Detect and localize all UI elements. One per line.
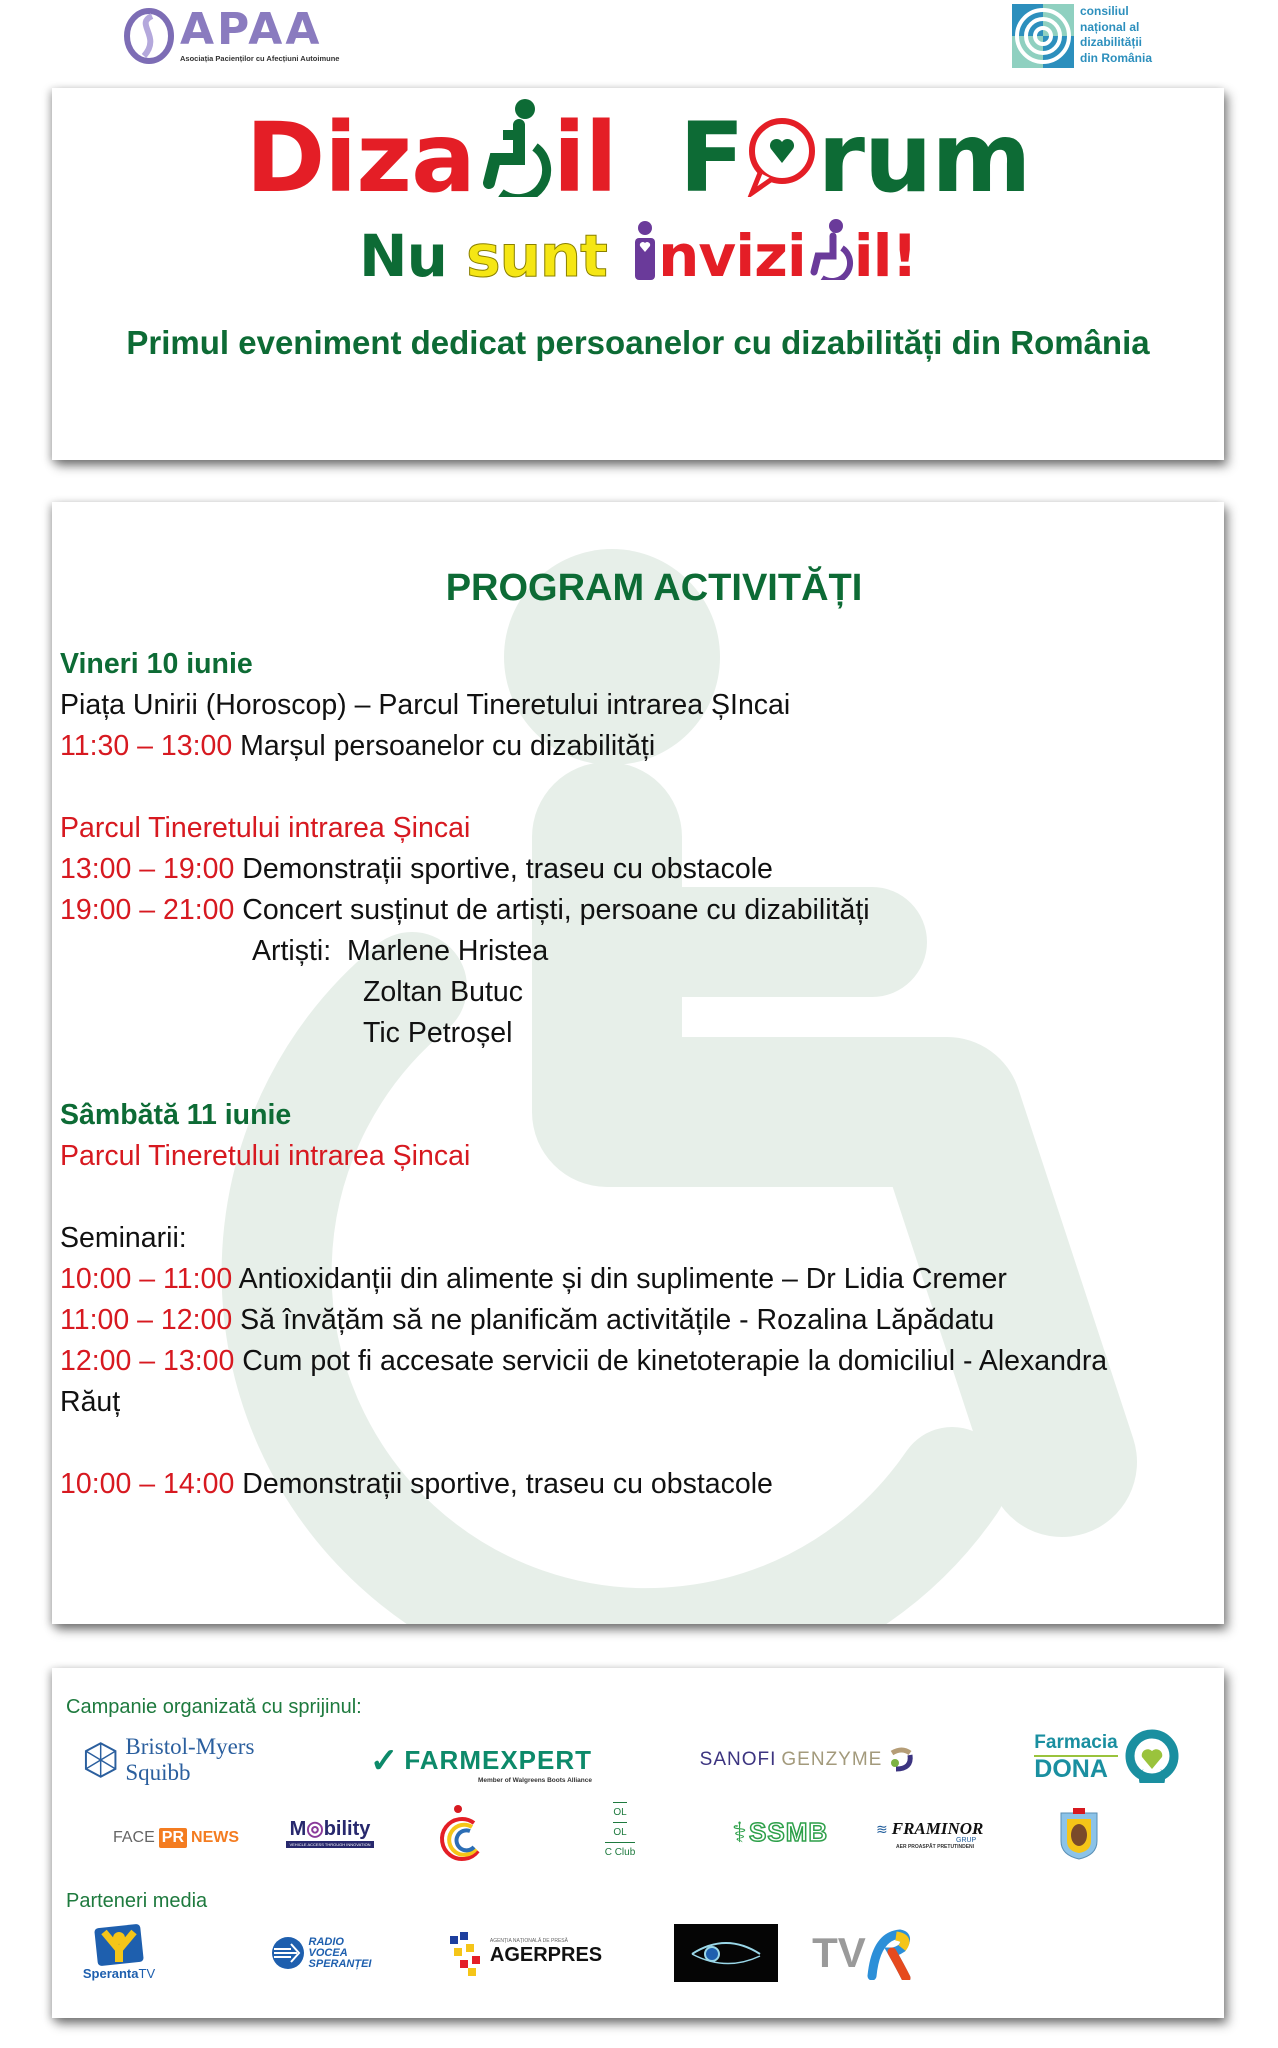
apaa-logo [122,3,340,64]
facepr-news: NEWS [191,1829,240,1846]
spiral-icon [1012,4,1074,68]
schedule-time: 11:30 – 13:00 [60,730,233,762]
waves-icon: ≋ [876,1820,888,1837]
tvr-tv: TV [812,1929,866,1976]
media-title: Parteneri media [66,1890,208,1912]
artists-row [252,931,548,972]
artist-name: Marlene Hristea [347,935,549,967]
dona-name: DONA [1034,1755,1108,1783]
sponsors-title: Campanie organizată cu sprijinul: [66,1696,362,1718]
seminars-label: Seminarii: [60,1222,187,1254]
mobility-o-icon: ◎ [306,1818,324,1840]
cnd-line: național al [1080,19,1140,34]
sponsors-panel [52,1668,1224,2018]
schedule-text: Demonstrații sportive, traseu cu obstacole [242,1468,773,1500]
seminar-item [60,1259,1007,1300]
seminar-text: Cum pot fi accesate servicii de kinetoterapie la domiciliul - Alexandra [242,1345,1108,1377]
artists-label: Artiști: [252,935,332,967]
agerpres-mosaic-icon [446,1926,486,1978]
schedule-item [60,1464,773,1505]
person-heart-icon [632,220,658,280]
framinor-grup: GRUP [956,1836,977,1844]
cnd-logo [1012,4,1152,68]
ssmb-name: SSMB [749,1816,829,1847]
seminar-text: Antioxidanții din alimente și din suplimente – Dr Lidia Cremer [238,1263,1007,1295]
schedule-time: 19:00 – 21:00 [60,894,235,926]
day2-location: Parcul Tineretului intrarea Șincai [60,1140,471,1172]
genzyme-name: GENZYME [781,1749,883,1770]
schedule-text: Demonstrații sportive, traseu cu obstacole [242,853,773,885]
ol-club-line: OL [613,1802,626,1822]
farmexpert-logo [352,1734,592,1790]
facepr-news-logo [106,1818,246,1858]
artist-name: Zoltan Butuc [363,976,524,1008]
mobility-logo [280,1810,380,1854]
speranta-tv: TV [138,1965,156,1981]
day1-location: Parcul Tineretului intrarea Șincai [60,812,471,844]
seminar-item [60,1300,994,1341]
farmacia-dona-logo [1018,1726,1198,1786]
sanofi-genzyme-logo [682,1740,932,1780]
seminar-continuation: Răuț [60,1386,121,1418]
title-f: F [679,102,744,214]
wheelchair-icon [806,218,854,280]
radio-line: VOCEA [308,1946,348,1959]
event-slogan [52,216,1224,296]
seminar-time: 12:00 – 13:00 [60,1345,235,1377]
framinor-logo [876,1812,1016,1856]
eye-icon [686,1936,766,1970]
speranta-tv-icon [92,1924,146,1966]
program-panel [52,502,1224,1624]
tvr-logo [802,1924,922,1982]
schedule-text: Marșul persoanelor cu dizabilități [240,730,656,762]
ol-club-line: OL [613,1822,626,1842]
title-il: il [552,102,617,214]
event-subtitle: Primul eveniment dedicat persoanelor cu dizabilități din România [126,324,1150,361]
schedule-item [60,849,773,890]
seminar-time: 10:00 – 11:00 [60,1263,233,1295]
sporting-club-logo [430,1802,500,1864]
cnd-text [1080,4,1152,66]
apaa-subtitle: Asociația Pacienților cu Afecțiuni Autoimune [180,53,340,63]
slogan-sunt: sunt [466,222,607,290]
agerpres-kicker: AGENȚIA NAȚIONALĂ DE PRESĂ [489,1937,568,1944]
dona-heart-icon [1122,1729,1182,1783]
wheelchair-icon [475,97,553,197]
sanofi-swirl-icon [888,1747,914,1773]
radio-vocea-sperantei-logo [266,1926,376,1980]
schedule-text: Concert susținut de artiști, persoane cu dizabilități [242,894,870,926]
schedule-item [60,890,870,931]
apaa-swirl-icon [122,6,176,64]
day2-label: Sâmbătă 11 iunie [60,1099,292,1131]
slogan-nvizi: nvizi [658,222,806,290]
day1-label: Vineri 10 iunie [60,648,253,680]
radio-line: SPERANȚEI [308,1957,372,1970]
mobility-m: M [289,1818,307,1840]
apaa-name: APAA [180,3,323,55]
coat-of-arms-icon [1057,1805,1101,1861]
farmexpert-tagline: Member of Walgreens Boots Alliance [477,1776,592,1784]
seminar-item [60,1341,1107,1382]
radio-plane-icon [271,1936,305,1970]
bms-logo [82,1734,322,1785]
seminar-time: 11:00 – 12:00 [60,1304,233,1336]
program-title: PROGRAM ACTIVITĂȚI [445,567,863,609]
slogan-nu: Nu [359,222,447,290]
ol-club-line: C Club [605,1842,636,1862]
check-icon: ✓ [369,1741,399,1780]
agerpres-logo [444,1922,604,1982]
radio-line: RADIO [308,1935,344,1948]
schedule-time: 10:00 – 14:00 [60,1468,235,1500]
eye-tv-logo [674,1924,778,1982]
farmexpert-name: FARMEXPERT [404,1745,592,1775]
agerpres-name: AGERPRES [489,1943,603,1966]
seminar-text: Să învățăm să ne planificăm activitățile - Rozalina Lăpădatu [240,1304,995,1336]
mobility-bility: bility [323,1818,371,1840]
sporting-club-emblem-icon [434,1803,496,1863]
speranta-tv-logo [74,1918,164,1986]
framinor-name: FRAMINOR [891,1818,984,1838]
ol-club-logo [592,1802,648,1862]
banner-panel [52,88,1224,460]
cnd-line: consiliul [1080,4,1129,18]
day1-route: Piața Unirii (Horoscop) – Parcul Tineretului intrarea ȘIncai [60,689,791,721]
speech-heart-icon [744,111,818,197]
sanofi-name: SANOFI [699,1749,777,1770]
speranta-name: Speranta [82,1965,139,1981]
caduceus-icon: ⚕ [731,1816,748,1848]
schedule-item [60,726,655,767]
cnd-line: dizabilității [1080,35,1143,49]
facepr-face: FACE [112,1829,155,1846]
coat-of-arms-logo [1056,1804,1102,1862]
facepr-pr: PR [159,1828,187,1848]
framinor-tagline: AER PROASPĂT PRETUTINDENI [896,1843,975,1850]
bms-name: Bristol-Myers Squibb [125,1734,255,1785]
event-title [52,88,1224,228]
bms-hexagon-icon [82,1741,119,1779]
artist-name: Tic Petroșel [363,1017,513,1049]
tvr-r-icon [866,1926,912,1980]
mobility-tagline: VEHICLE ACCESS THROUGH INNOVATION [286,1841,373,1848]
title-rum: rum [817,102,1031,214]
cnd-line: din România [1080,50,1153,65]
schedule-time: 13:00 – 19:00 [60,853,235,885]
slogan-il: il! [853,222,917,290]
ssmb-logo [718,1802,842,1862]
farmacia-name: Farmacia [1034,1731,1117,1757]
title-diza: Diza [245,102,475,214]
